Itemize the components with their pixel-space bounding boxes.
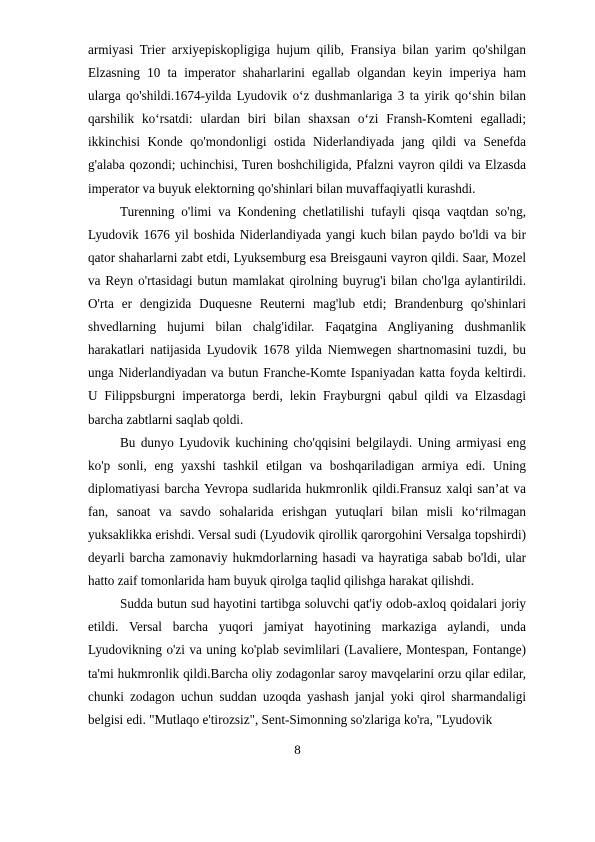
paragraph-4: Sudda butun sud hayotini tartibga soluvchi qat'iy odob-axloq qoidalari joriy etildi. Versal barcha yuqori jamiyat hayotining markaziga aylandi, unda Lyudovikning o'zi va uning ko'plab sevimlilari (Lavaliere, Montespan, Fontange) ta'mi hukmronlik qildi.Barcha oliy zodagonlar saroy mavqelarini orzu qilar edilar, chunki zodagon uchun suddan uzoqda yashash janjal yoki qirol sharmandaligi belgisi edi. "Mutlaqo e'tirozsiz", Sent-Simonning so'zlariga ko'ra, "Lyudovik bbox=[88, 596, 526, 727]
paragraph-3: Bu dunyo Lyudovik kuchining cho'qqisini belgilaydi. Uning armiyasi eng ko'p sonli, eng yaxshi tashkil etilgan va boshqariladigan armiya edi. Uning diplomatiyasi barcha Yevropa sudlarida hukmronlik qildi.Fransuz xalqi san’at va fan, sanoat va savdo sohalarida erishgan yutuqlari bilan misli ko‘rilmagan yuksaklikka erishdi. Versal sudi (Lyudovik qirollik qarorgohini Versalga topshirdi) deyarli barcha zamonaviy hukmdorlarning hasadi va hayratiga sabab bo'ldi, ular hatto zaif tomonlarida ham buyuk qirolga taqlid qilishga harakat qilishdi. bbox=[88, 434, 526, 589]
page-number: 8 bbox=[294, 742, 301, 757]
paragraph-1: armiyasi Trier arxiyepiskopligiga hujum qilib, Fransiya bilan yarim qo'shilgan Elzasning 10 ta imperator shaharlarini egallab olgandan keyin imperiya ham ularga qo'shildi.1674-yilda Lyudovik o‘z dushmanlariga 3 ta yirik qo‘shin bilan qarshilik ko‘rsatdi: ulardan biri bilan shaxsan o‘zi Fransh-Komteni egalladi; ikkinchisi Konde qo'mondonligi ostida Niderlandiyada jang qildi va Senefda g'alaba qozondi; uchinchisi, Turen boshchiligida, Pfalzni vayron qildi va Elzasda imperator va buyuk elektorning qo'shinlari bilan muvaffaqiyatli kurashdi. bbox=[88, 42, 526, 196]
paragraph-2: Turenning o'limi va Kondening chetlatilishi tufayli qisqa vaqtdan so'ng, Lyudovik 1676 yil boshida Niderlandiyada yangi kuch bilan paydo bo'ldi va bir qator shaharlarni zabt etdi, Lyuksemburg esa Breisgauni vayron qildi. Saar, Mozel va Reyn o'rtasidagi butun mamlakat qirolning buyrug'i bilan cho'lga aylantirildi. O'rta er dengizida Duquesne Reuterni mag'lub etdi; Brandenburg qo'shinlari shvedlarning hujumi bilan chalg'idilar. Faqatgina Angliyaning dushmanlik harakatlari natijasida Lyudovik 1678 yilda Niemwegen shartnomasini tuzdi, bu unga Niderlandiyadan va butun Franche-Komte Ispaniyadan katta foyda keltirdi. U Filippsburgni imperatorga berdi, lekin Frayburgni qabul qildi va Elzasdagi barcha zabtlarni saqlab qoldi. bbox=[88, 203, 526, 427]
body-text bbox=[88, 38, 526, 731]
